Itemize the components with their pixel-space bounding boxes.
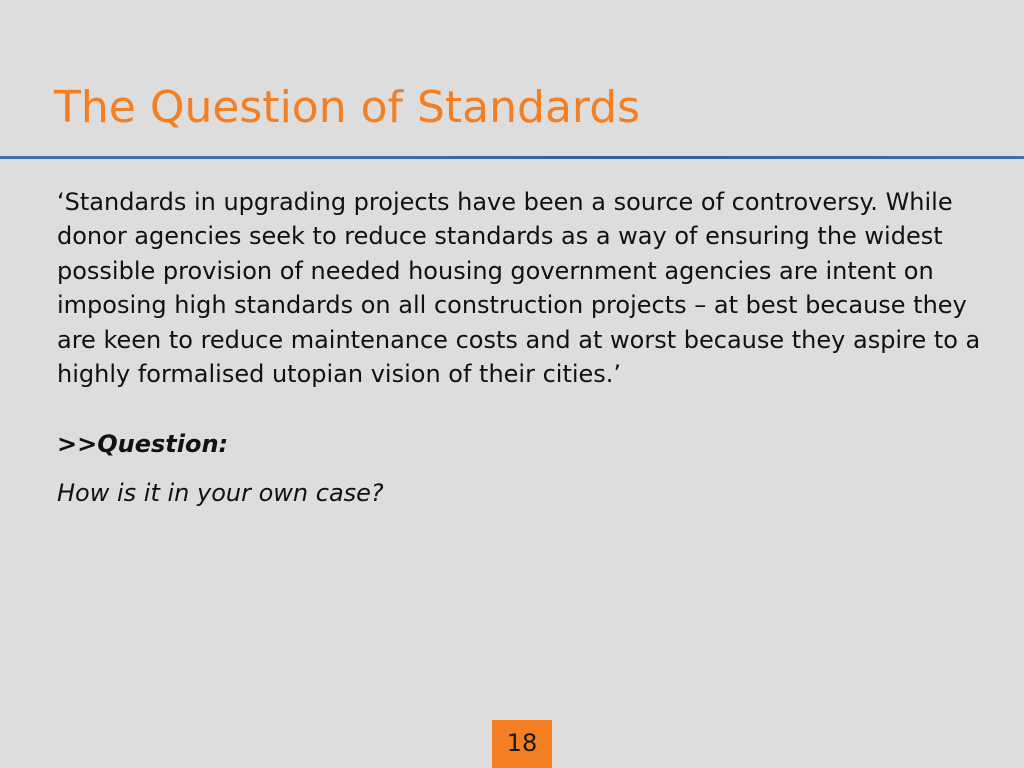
question-text: How is it in your own case? (57, 478, 384, 507)
question-label: >>Question: (57, 430, 229, 459)
quote-paragraph: ‘Standards in upgrading projects have been a source of controversy. While donor agencies seek to reduce standards as a way of ensuring the widest possible provision of needed housing government agencies are intent on imposing high standards on all construction projects – at best because they are keen to reduce maintenance costs and at worst because they aspire to a highly formalised utopian vision of their cities.’ (57, 188, 981, 389)
title-divider (0, 156, 1024, 159)
slide-body (57, 185, 987, 510)
page-number-badge: 18 (492, 720, 552, 768)
slide-title: The Question of Standards (54, 82, 641, 133)
